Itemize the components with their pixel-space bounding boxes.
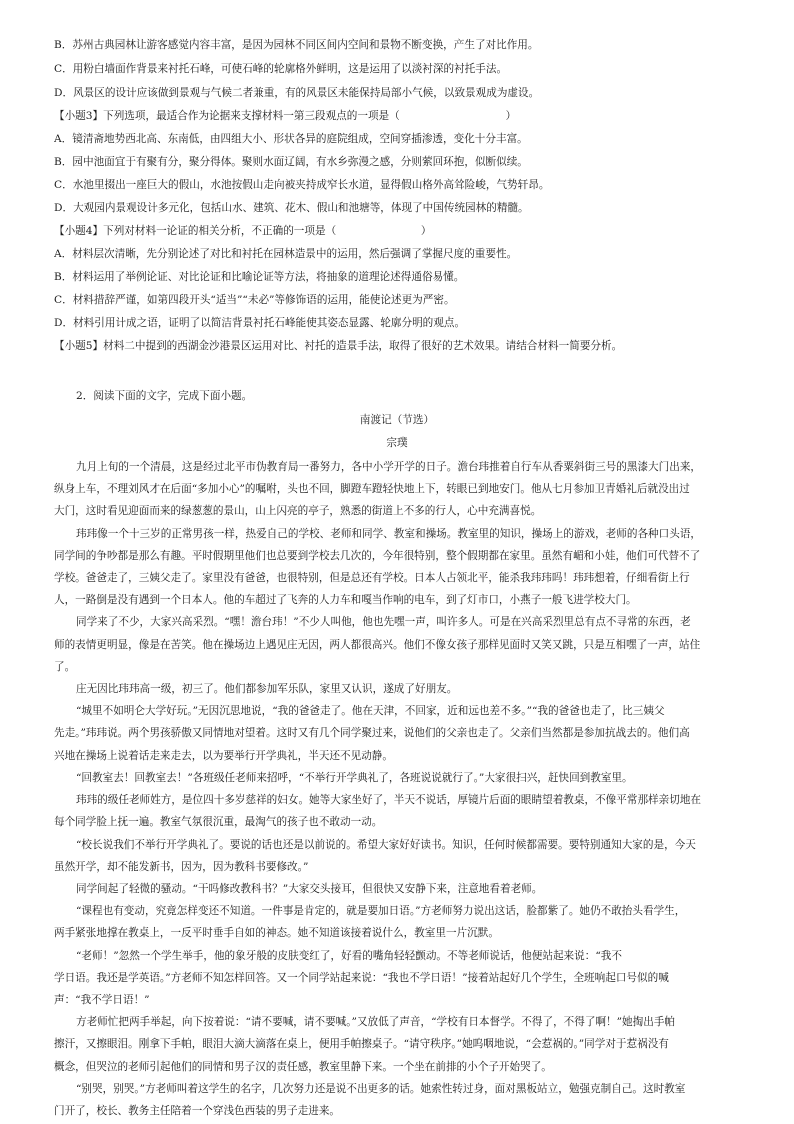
question-3-option-c: C．水池里掇出一座巨大的假山，水池按假山走向被夹持成窄长水道，显得假山格外高耸险峻，气势轩昂。 [54,179,550,191]
question-3-option-b: B．园中池面宜于有聚有分，聚分得体。聚则水面辽阔，有水乡弥漫之感，分则萦回环抱，似断似续。 [54,156,528,168]
question-5-stem: 【小题5】材料二中提到的西湖金沙港景区运用对比、衬托的造景手法，取得了很好的艺术效果。请结合材料一简要分析。 [54,340,623,352]
passage-line: 人，一路倒是没有遇到一个日本人。他的车超过了飞奔的人力车和嘎当作响的电车，到了灯市口，小燕子一般飞进学校大门。 [54,594,637,606]
passage-line: 九月上旬的一个清晨，这是经过北平市伪教育局一番努力，各中小学开学的日子。澹台玮推着自行车从香粟斜街三号的黑漆大门出来， [76,461,702,473]
passage-line: 概念，但哭泣的老师引起他们的同情和男子汉的责任感，教室里静下来。一个坐在前排的小个子开始哭了。 [54,1061,552,1073]
passage-line: 兴地在操场上说着话走来走去，以为要举行开学典礼，半天还不见动静。 [54,750,393,762]
option-c-prev: C．用粉白墙面作背景来衬托石峰，可使石峰的轮廓格外鲜明，这是运用了以淡衬深的衬托手法。 [54,63,508,75]
passage-line: 两手紧张地撑在教桌上，一反平时垂手自如的神态。她不知道该接着说什么，教室里一片沉默。 [54,927,499,939]
passage-line: 玮玮的级任老师姓方，是位四十多岁慈祥的妇女。她等大家坐好了，半天不说话，厚镜片后面的眼睛望着教桌，不像平常那样亲切地在 [76,794,702,806]
passage-line: 先走。”玮玮说。两个男孩骄傲又同情地对望着。这时又有几个同学聚过来，说他们的父亲也走了。父亲们当然都是参加抗战去的。他们高 [54,727,690,739]
passage-line: 方老师忙把两手举起，向下按着说：“请不要喊，请不要喊。”又放低了声音，“学校有日本督学。不得了，不得了啊！”她掏出手帕 [76,1016,676,1028]
passage-line: “课程也有变动，究竟怎样变还不知道。一件事是肯定的，就是要加日语。”方老师努力说出这话，脸都紫了。她仍不敢抬头看学生， [76,905,686,917]
passage-line: 声：“我不学日语！” [54,994,150,1006]
passage-line: 学日语。我还是学英语。”方老师不知怎样回答。又一个同学站起来说：“我也不学日语！”接着站起好几个学生，全班响起口号似的喊 [54,972,669,984]
passage-line: 大门，这时看见迎面而来的绿葱葱的景山，山上闪亮的亭子，熟悉的街道上不多的行人，心中充满喜悦。 [54,505,542,517]
question-3-option-a: A．镜清斋地势西北高、东南低，由四组大小、形状各异的庭院组成，空间穿插渗透，变化十分丰富。 [54,133,528,145]
passage-line: “回教室去！回教室去！”各班级任老师来招呼，“不举行开学典礼了，各班说说就行了。”大家很扫兴，赶快回到教室里。 [76,772,633,784]
passage-line: “老师！”忽然一个学生举手，他的象牙般的皮肤变红了，好看的嘴角轻轻颤动。不等老师说话，他便站起来说：“我不 [76,950,622,962]
passage-line: 玮玮像一个十三岁的正常男孩一样，热爱自己的学校、老师和同学、教室和操场。教室里的知识，操场上的游戏，老师的各种口头语， [76,528,702,540]
passage-line: 门开了，校长、教务主任陪着一个穿浅色西装的男子走进来。 [54,1105,341,1117]
passage-line: “城里不如明仑大学好玩。”无因沉思地说，“我的爸爸走了。他在天津，不回家，近和远也差不多。”“我的爸爸也走了，比三姨父 [76,705,665,717]
passage-line: 学校。爸爸走了，三姨父走了。家里没有爸爸，也很特别，但是总还有学校。日本人占领北平，能杀我玮玮吗！玮玮想着，仔细看街上行 [54,572,690,584]
passage-title: 南渡记（节选） [359,414,435,426]
passage-line: 每个同学脸上抚一遍。教室气氛很沉重，最淘气的孩子也不敢动一动。 [54,816,383,828]
passage-line: 庄无因比玮玮高一级，初三了。他们都参加军乐队，家里又认识，遂成了好朋友。 [76,683,458,695]
passage-line: 了。 [54,661,76,673]
passage-author: 宗璞 [386,437,408,449]
question-3-stem: 【小题3】下列选项，最适合作为论据来支撑材料一第三段观点的一项是（ ） [54,110,517,122]
passage-line: 同学来了不少，大家兴高采烈。“嘿！澹台玮！”不少人叫他，他也先嘿一声，叫许多人。可是在兴高采烈里总有点不寻常的东西，老 [76,616,691,628]
option-d-prev: D．风景区的设计应该做到景观与气候二者兼重，有的风景区未能保持局部小气候，以致景观成为虚设。 [54,87,540,99]
passage-line: “别哭，别哭。”方老师叫着这学生的名字，几次努力还是说不出更多的话。她索性转过身，面对黑板站立，勉强克制自己。这时教室 [76,1083,686,1095]
passage-line: 师的表情更明显，像是在苦笑。他在操场边上遇见庄无因，两人都很高兴。他们不像女孩子那样见面时又笑又跳，只是互相嘿了一声，站住 [54,639,701,651]
question-4-stem: 【小题4】下列对材料一论证的相关分析，不正确的一项是（ ） [54,225,432,237]
question-4-option-b: B．材料运用了举例论证、对比论证和比喻论证等方法，将抽象的道理论述得通俗易懂。 [54,271,465,283]
passage-line: 纵身上车，不理刘风才在后面“多加小心”的嘱咐，头也不回，脚蹬车蹬轻快地上下，转眼已到地安门。他从七月参加卫青婚礼后就没出过 [54,483,690,495]
passage-line: 擦汗，又擦眼泪。刚拿下手帕，眼泪大滴大滴落在桌上，便用手帕擦桌子。“请守秩序。”她呜咽地说，“会惹祸的。”同学对于惹祸没有 [54,1038,669,1050]
question-4-option-c: C．材料措辞严谨，如第四段开头“适当”“未必”等修饰语的运用，能使论述更为严密。 [54,294,455,306]
question-4-option-d: D．材料引用计成之语，证明了以简洁背景衬托石峰能使其姿态显露、轮廓分明的观点。 [54,317,466,329]
passage-line: 虽然开学，却不能发新书，因为，因为教科书要修改。” [54,861,309,873]
passage-line: 同学间的争吵都是那么有趣。平时假期里他们也总要到学校去几次的，今年很特别，整个假期都在家里。虽然有嵋和小娃，他们可代替不了 [54,550,701,562]
question-3-option-d: D．大观园内景观设计多元化，包括山水、建筑、花木、假山和池塘等，体现了中国传统园林的精髓。 [54,202,529,214]
passage-line: 同学间起了轻微的骚动。“干吗修改教科书？”大家交头接耳，但很快又安静下来，注意地看着老师。 [76,883,543,895]
option-b-prev: B．苏州古典园林让游客感觉内容丰富，是因为园林不同区间内空间和景物不断变换，产生了对比作用。 [54,39,539,51]
passage-line: “校长说我们不举行开学典礼了。要说的话也还是以前说的。希望大家好好读书。知识，任何时候都需要。要特别通知大家的是，今天 [76,839,696,851]
part-2-instruction: 2．阅读下面的文字，完成下面小题。 [76,390,253,402]
question-4-option-a: A．材料层次清晰，先分别论述了对比和衬托在园林造景中的运用，然后强调了掌握尺度的重要性。 [54,248,518,260]
